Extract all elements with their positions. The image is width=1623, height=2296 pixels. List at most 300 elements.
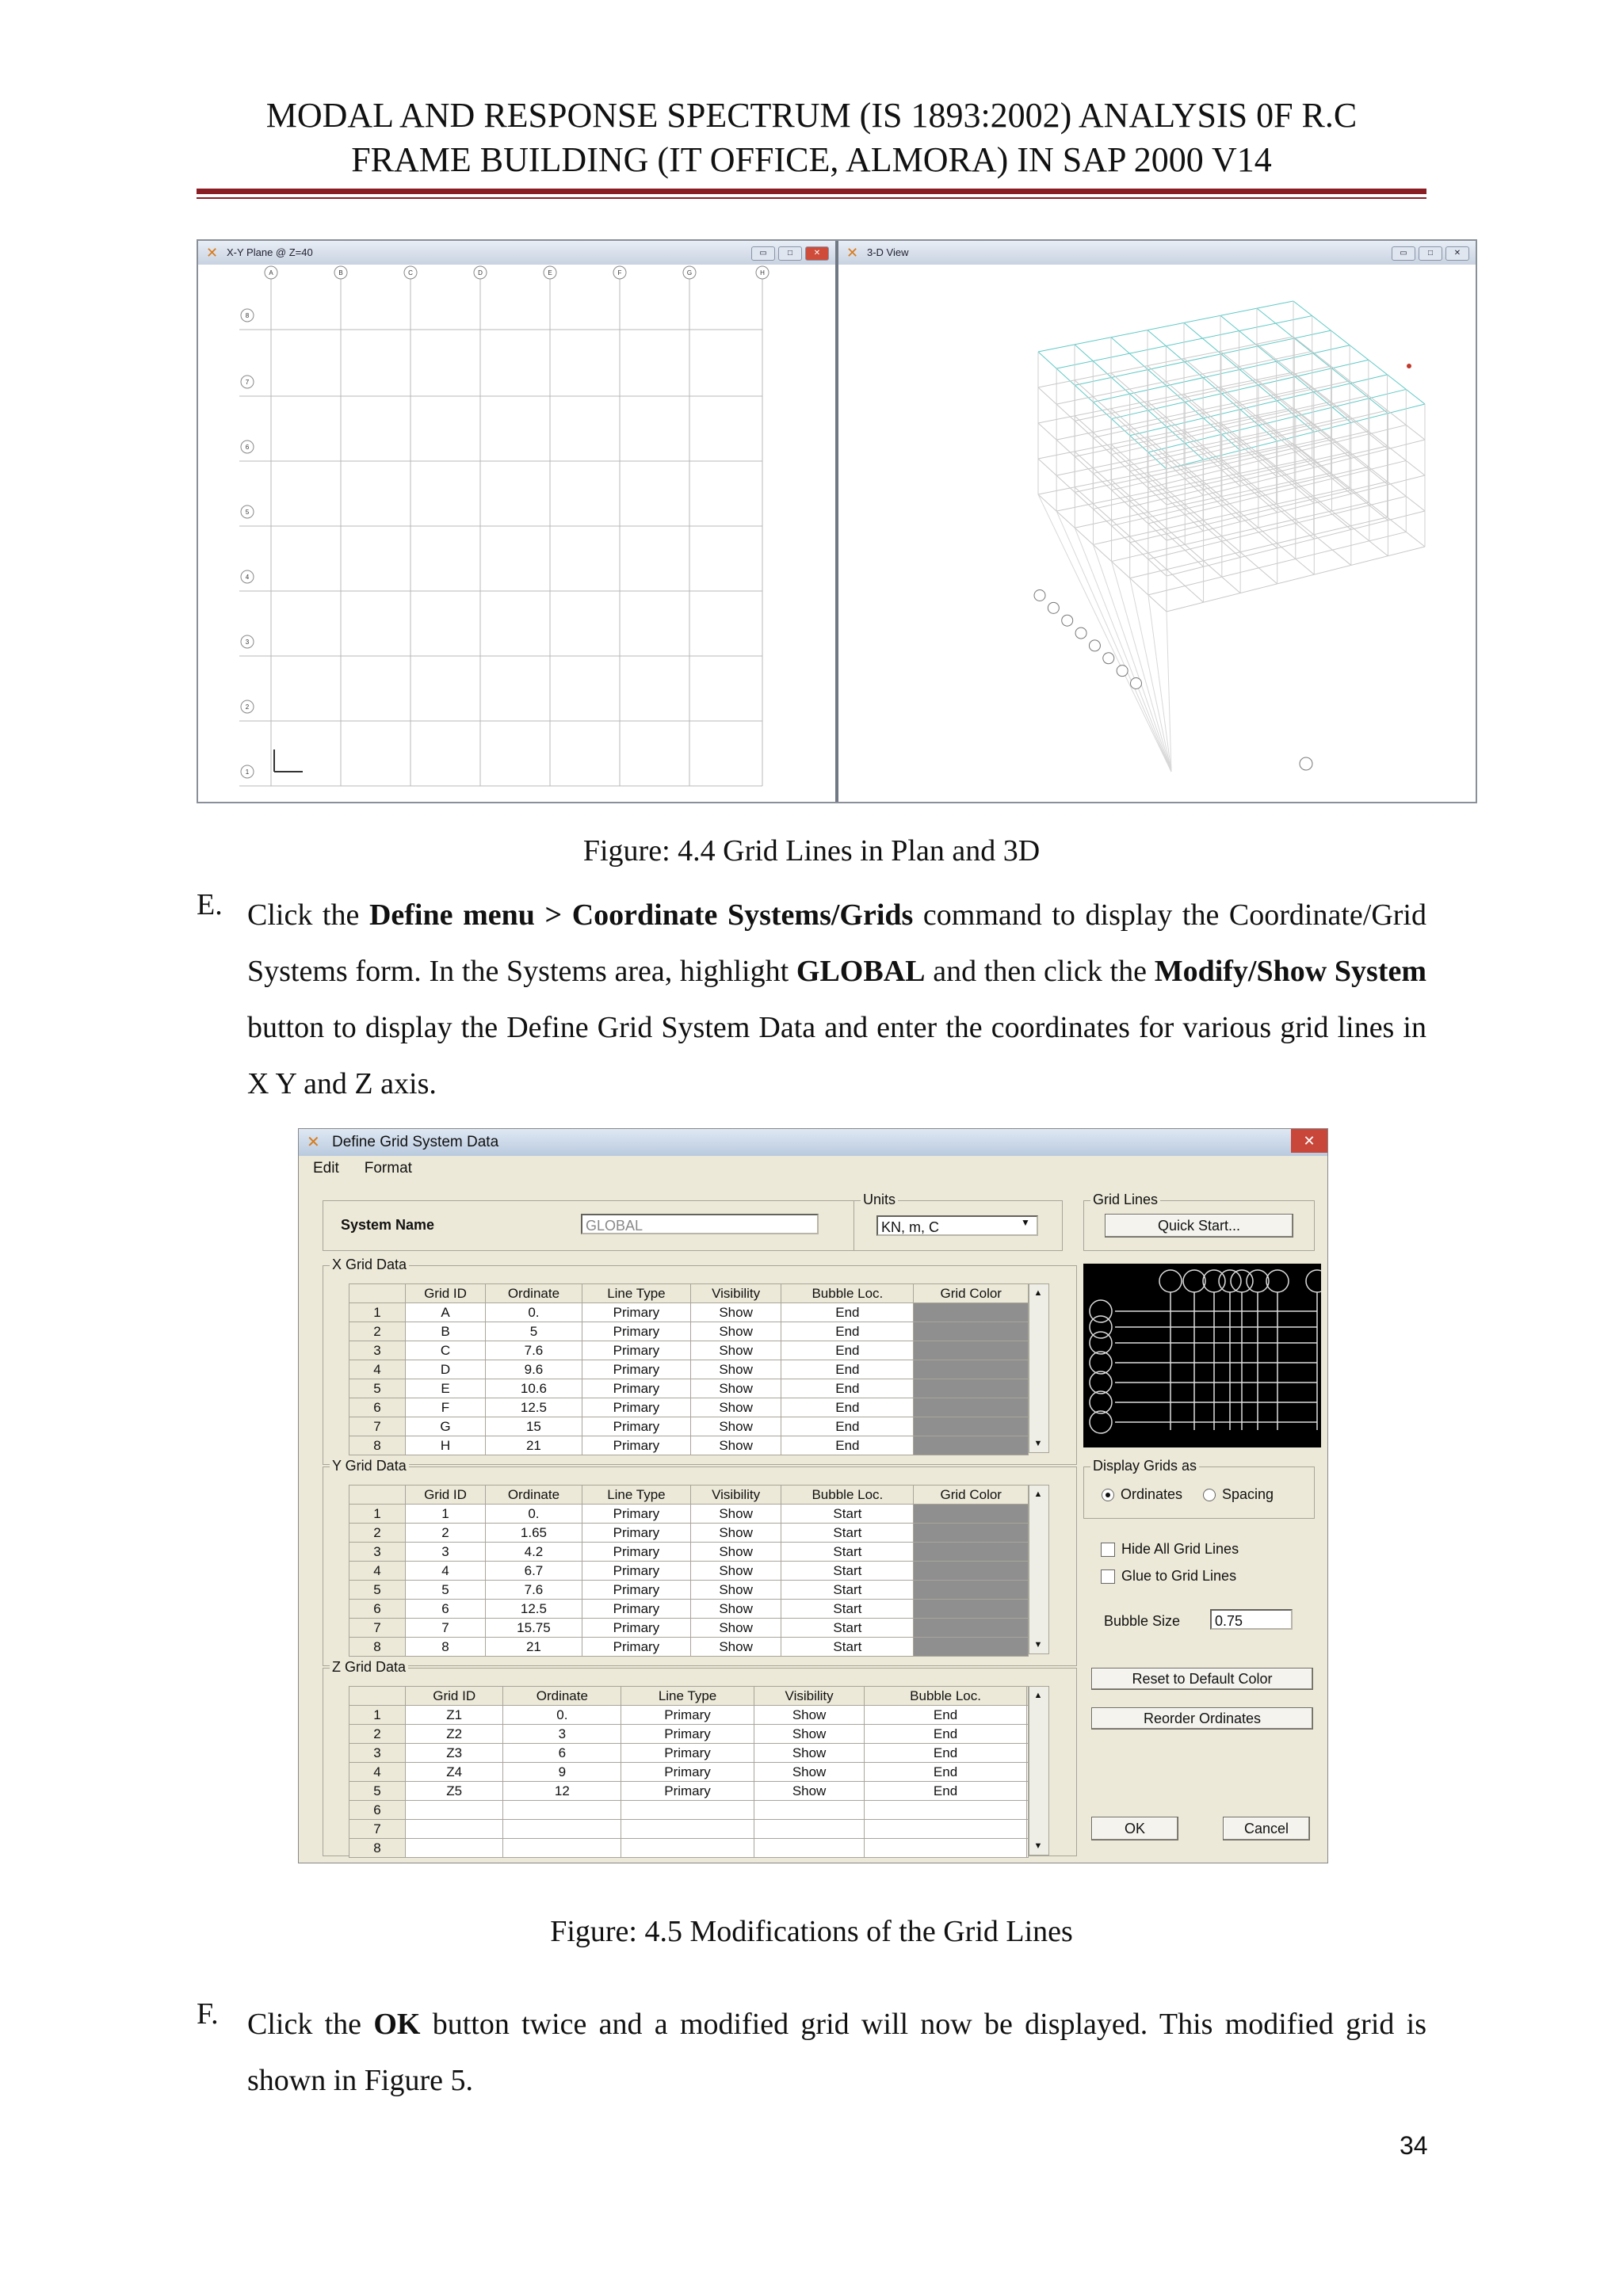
bubble-size-label: Bubble Size <box>1104 1613 1181 1629</box>
row-number: 5 <box>349 1782 406 1801</box>
plan-view-titlebar <box>198 241 835 265</box>
z-grid-scrollbar[interactable] <box>1029 1686 1049 1855</box>
table-cell[interactable]: 7 <box>406 1619 486 1638</box>
table-cell[interactable]: End <box>781 1436 914 1455</box>
table-cell[interactable]: Primary <box>582 1341 690 1360</box>
figure-4-5-caption: Figure: 4.5 Modifications of the Grid Lines <box>550 1915 1073 1948</box>
table-row[interactable] <box>349 1839 1029 1858</box>
table-cell[interactable]: Show <box>754 1763 865 1782</box>
table-cell[interactable]: Show <box>690 1303 781 1322</box>
table-cell[interactable]: Show <box>690 1600 781 1619</box>
frame-beam <box>1056 459 1312 512</box>
reset-color-button[interactable]: Reset to Default Color <box>1091 1668 1313 1690</box>
grid-bubble-label: A <box>269 269 273 277</box>
grid-bubble <box>1075 627 1086 639</box>
table-cell[interactable]: Primary <box>582 1562 690 1581</box>
dialog-menubar <box>299 1156 1327 1181</box>
table-cell[interactable]: Primary <box>582 1417 690 1436</box>
table-cell[interactable]: 5 <box>406 1581 486 1600</box>
column-header: Visibility <box>690 1284 781 1303</box>
grid-bubble-label: 4 <box>245 574 250 581</box>
step-f-bold-1: OK <box>373 2008 421 2041</box>
table-cell[interactable]: End <box>865 1706 1026 1725</box>
table-cell[interactable] <box>865 1839 1026 1858</box>
table-cell[interactable]: Primary <box>582 1303 690 1322</box>
table-cell[interactable]: Primary <box>582 1360 690 1379</box>
column-header: Visibility <box>754 1687 865 1706</box>
grid-bubble-label: 7 <box>245 379 250 386</box>
table-cell[interactable]: D <box>406 1360 486 1379</box>
table-cell[interactable]: Primary <box>582 1505 690 1524</box>
table-row[interactable] <box>349 1341 1029 1360</box>
table-cell[interactable] <box>754 1839 865 1858</box>
grid-color-cell[interactable] <box>914 1417 1029 1436</box>
table-cell[interactable]: Start <box>781 1562 914 1581</box>
table-row[interactable] <box>349 1725 1029 1744</box>
column-header: Ordinate <box>485 1284 582 1303</box>
table-cell[interactable]: End <box>781 1322 914 1341</box>
system-name-group <box>323 1200 887 1251</box>
3d-frame-drawing <box>838 265 1476 800</box>
chevron-up-icon[interactable]: ▲ <box>1033 1691 1043 1700</box>
table-cell[interactable]: 15 <box>485 1417 582 1436</box>
quick-start-button[interactable]: Quick Start... <box>1105 1214 1293 1238</box>
table-cell[interactable]: Primary <box>582 1581 690 1600</box>
glue-checkbox[interactable] <box>1101 1568 1236 1585</box>
grid-bubble-label: B <box>338 269 343 277</box>
table-cell[interactable] <box>621 1839 754 1858</box>
table-cell[interactable]: Primary <box>621 1782 754 1801</box>
column-header: Bubble Loc. <box>865 1687 1026 1706</box>
table-cell[interactable]: End <box>865 1725 1026 1744</box>
table-cell[interactable]: 8 <box>406 1638 486 1657</box>
table-cell[interactable]: 7.6 <box>485 1581 582 1600</box>
table-row[interactable] <box>349 1619 1029 1638</box>
system-name-field[interactable]: GLOBAL <box>581 1214 819 1234</box>
table-cell[interactable] <box>754 1820 865 1839</box>
row-number: 5 <box>349 1379 406 1398</box>
radio-icon[interactable] <box>1203 1489 1216 1501</box>
table-row[interactable] <box>349 1398 1029 1417</box>
table-cell[interactable]: F <box>406 1398 486 1417</box>
define-grid-dialog <box>298 1128 1328 1863</box>
table-cell[interactable]: 0. <box>503 1706 621 1725</box>
table-row[interactable] <box>349 1763 1029 1782</box>
maximize-icon[interactable]: □ <box>1419 246 1442 261</box>
minimize-icon[interactable]: ▭ <box>1392 246 1415 261</box>
table-cell[interactable]: 1 <box>406 1505 486 1524</box>
table-cell[interactable]: Start <box>781 1600 914 1619</box>
table-cell[interactable]: 21 <box>485 1436 582 1455</box>
table-cell[interactable]: H <box>406 1436 486 1455</box>
perspective-line <box>1167 612 1171 772</box>
grid-bubble <box>1048 602 1059 613</box>
column-header: Ordinate <box>485 1486 582 1505</box>
ok-button[interactable]: OK <box>1091 1817 1178 1840</box>
radio-selected-icon[interactable] <box>1102 1489 1114 1501</box>
table-cell[interactable] <box>754 1801 865 1820</box>
table-cell[interactable]: 0. <box>485 1303 582 1322</box>
y-grid-group <box>323 1458 1077 1666</box>
table-cell[interactable]: G <box>406 1417 486 1436</box>
table-cell[interactable]: Primary <box>621 1725 754 1744</box>
table-cell[interactable]: End <box>865 1744 1026 1763</box>
grid-bubble-label: 8 <box>245 312 250 319</box>
table-row[interactable] <box>349 1638 1029 1657</box>
table-cell[interactable]: End <box>865 1763 1026 1782</box>
units-select[interactable]: KN, m, C <box>876 1215 1038 1236</box>
table-cell[interactable]: Show <box>690 1379 781 1398</box>
table-cell[interactable]: Show <box>754 1744 865 1763</box>
table-row[interactable] <box>349 1706 1029 1725</box>
column-header: Grid ID <box>406 1284 486 1303</box>
grid-lines-label: Grid Lines <box>1090 1192 1160 1208</box>
z-grid-group <box>323 1659 1077 1856</box>
table-cell[interactable]: 2 <box>406 1524 486 1543</box>
x-grid-scrollbar[interactable] <box>1029 1283 1049 1453</box>
grid-color-cell[interactable] <box>914 1638 1029 1657</box>
table-cell[interactable] <box>406 1839 503 1858</box>
table-cell[interactable]: Primary <box>582 1619 690 1638</box>
spacing-radio[interactable] <box>1203 1486 1274 1503</box>
minimize-icon[interactable]: ▭ <box>751 246 775 261</box>
table-cell[interactable]: Start <box>781 1543 914 1562</box>
table-cell[interactable] <box>621 1820 754 1839</box>
ordinates-label: Ordinates <box>1121 1486 1183 1502</box>
table-cell[interactable]: B <box>406 1322 486 1341</box>
close-icon[interactable]: ✕ <box>1445 246 1469 261</box>
grid-bubble <box>1103 653 1114 664</box>
table-cell[interactable]: 4.2 <box>485 1543 582 1562</box>
row-number: 8 <box>349 1839 406 1858</box>
step-e-text-2: command to display the Coordinate/Grid Systems form. In the Systems area, highlight <box>247 898 1426 988</box>
dialog-titlebar <box>299 1129 1327 1156</box>
table-cell[interactable]: 1.65 <box>485 1524 582 1543</box>
table-cell[interactable]: Show <box>690 1417 781 1436</box>
table-cell[interactable]: 6 <box>503 1744 621 1763</box>
column-header: Grid ID <box>406 1486 486 1505</box>
menu-format[interactable]: Format <box>364 1160 412 1177</box>
table-cell[interactable]: End <box>781 1303 914 1322</box>
step-f-text-2: button twice and a modified grid will now be displayed. This modified grid is shown in Figure 5. <box>247 2008 1426 2097</box>
row-number: 8 <box>349 1638 406 1657</box>
table-row[interactable] <box>349 1505 1029 1524</box>
table-row[interactable] <box>349 1581 1029 1600</box>
table-cell[interactable]: Show <box>690 1322 781 1341</box>
figure-4-4-caption: Figure: 4.4 Grid Lines in Plan and 3D <box>582 834 1041 868</box>
table-cell[interactable]: 0. <box>485 1505 582 1524</box>
page-number: 34 <box>1400 2131 1428 2160</box>
grid-bubble-label: 1 <box>245 769 250 776</box>
table-cell[interactable]: Primary <box>621 1744 754 1763</box>
table-cell[interactable]: Primary <box>621 1706 754 1725</box>
table-cell[interactable]: Show <box>690 1581 781 1600</box>
grid-color-cell[interactable] <box>914 1341 1029 1360</box>
grid-color-cell[interactable] <box>914 1303 1029 1322</box>
grid-color-cell[interactable] <box>914 1543 1029 1562</box>
table-cell[interactable]: 9.6 <box>485 1360 582 1379</box>
table-cell[interactable]: End <box>781 1398 914 1417</box>
table-cell[interactable]: C <box>406 1341 486 1360</box>
grid-color-cell[interactable] <box>914 1436 1029 1455</box>
chevron-down-icon[interactable]: ▼ <box>1033 1439 1043 1448</box>
table-cell[interactable]: Show <box>690 1562 781 1581</box>
row-number: 1 <box>349 1303 406 1322</box>
display-grids-label: Display Grids as <box>1090 1458 1199 1474</box>
perspective-line <box>1075 528 1171 772</box>
table-cell[interactable] <box>406 1801 503 1820</box>
table-cell[interactable]: Primary <box>582 1524 690 1543</box>
3d-view-title: 3-D View <box>867 246 909 258</box>
x-grid-table[interactable] <box>349 1283 1029 1455</box>
table-cell[interactable]: Show <box>690 1638 781 1657</box>
table-cell[interactable]: Start <box>781 1638 914 1657</box>
checkbox-icon[interactable] <box>1101 1569 1115 1584</box>
cancel-button[interactable]: Cancel <box>1223 1817 1310 1840</box>
units-group <box>854 1192 1063 1251</box>
row-number: 7 <box>349 1417 406 1436</box>
y-grid-label: Y Grid Data <box>330 1458 409 1474</box>
table-row[interactable] <box>349 1436 1029 1455</box>
grid-bubble-label: D <box>478 269 483 277</box>
table-cell[interactable]: Z3 <box>406 1744 503 1763</box>
table-cell[interactable]: Z5 <box>406 1782 503 1801</box>
table-cell[interactable] <box>865 1820 1026 1839</box>
row-number: 3 <box>349 1744 406 1763</box>
grid-color-cell[interactable] <box>914 1398 1029 1417</box>
grid-color-cell[interactable] <box>914 1322 1029 1341</box>
row-number: 7 <box>349 1619 406 1638</box>
hide-all-label: Hide All Grid Lines <box>1121 1541 1239 1557</box>
table-row[interactable] <box>349 1782 1029 1801</box>
step-e-text-3: and then click the <box>925 955 1155 988</box>
figure-grid-plan-3d <box>197 239 1477 803</box>
column-header: Visibility <box>690 1486 781 1505</box>
table-cell[interactable]: End <box>781 1379 914 1398</box>
row-number: 2 <box>349 1524 406 1543</box>
plan-view-title: X-Y Plane @ Z=40 <box>227 246 313 258</box>
table-cell[interactable]: 21 <box>485 1638 582 1657</box>
table-cell[interactable] <box>406 1820 503 1839</box>
table-row[interactable] <box>349 1801 1029 1820</box>
grid-color-cell[interactable] <box>914 1524 1029 1543</box>
grid-preview-image <box>1083 1264 1321 1447</box>
table-cell[interactable]: Primary <box>582 1398 690 1417</box>
table-cell[interactable]: End <box>865 1782 1026 1801</box>
checkbox-icon[interactable] <box>1101 1543 1115 1557</box>
table-cell[interactable]: Show <box>690 1398 781 1417</box>
table-cell[interactable]: 3 <box>503 1725 621 1744</box>
table-cell[interactable]: End <box>781 1341 914 1360</box>
close-icon[interactable]: ✕ <box>1291 1129 1327 1153</box>
y-grid-table[interactable] <box>349 1485 1029 1657</box>
table-cell[interactable]: 4 <box>406 1562 486 1581</box>
table-cell[interactable]: Primary <box>582 1379 690 1398</box>
table-cell[interactable]: End <box>781 1417 914 1436</box>
row-number-header <box>349 1687 406 1706</box>
grid-bubble <box>1089 640 1100 651</box>
column-header: Grid ID <box>406 1687 503 1706</box>
table-row[interactable] <box>349 1543 1029 1562</box>
row-number: 4 <box>349 1763 406 1782</box>
grid-bubble <box>1300 757 1312 770</box>
table-cell[interactable]: Show <box>690 1505 781 1524</box>
step-e-paragraph <box>247 887 1426 1112</box>
table-cell[interactable]: Show <box>690 1436 781 1455</box>
glue-label: Glue to Grid Lines <box>1121 1568 1237 1584</box>
table-cell[interactable]: 15.75 <box>485 1619 582 1638</box>
grid-bubble-label: 6 <box>245 444 250 451</box>
grid-color-cell[interactable] <box>914 1581 1029 1600</box>
grid-color-cell[interactable] <box>914 1562 1029 1581</box>
chevron-up-icon[interactable]: ▲ <box>1033 1288 1043 1298</box>
table-cell[interactable] <box>503 1820 621 1839</box>
table-row[interactable] <box>349 1379 1029 1398</box>
step-e-bold-1: Define menu > Coordinate Systems/Grids <box>369 898 914 932</box>
grid-color-cell[interactable] <box>914 1600 1029 1619</box>
row-number-header <box>349 1284 406 1303</box>
grid-color-cell[interactable] <box>914 1619 1029 1638</box>
row-number: 4 <box>349 1562 406 1581</box>
step-f-paragraph <box>247 1997 1426 2109</box>
row-number: 7 <box>349 1820 406 1839</box>
table-cell[interactable]: Primary <box>582 1638 690 1657</box>
table-cell[interactable]: Start <box>781 1581 914 1600</box>
table-cell[interactable]: Z1 <box>406 1706 503 1725</box>
table-cell[interactable]: 6 <box>406 1600 486 1619</box>
row-number: 6 <box>349 1398 406 1417</box>
table-cell[interactable]: Z4 <box>406 1763 503 1782</box>
table-cell[interactable]: Show <box>690 1524 781 1543</box>
table-cell[interactable]: 3 <box>406 1543 486 1562</box>
3d-view-window <box>838 241 1476 802</box>
table-cell[interactable]: 6.7 <box>485 1562 582 1581</box>
table-row[interactable] <box>349 1322 1029 1341</box>
chevron-up-icon[interactable]: ▲ <box>1033 1489 1043 1499</box>
table-cell[interactable] <box>621 1801 754 1820</box>
table-row[interactable] <box>349 1600 1029 1619</box>
table-row[interactable] <box>349 1360 1029 1379</box>
table-cell[interactable]: 7.6 <box>485 1341 582 1360</box>
plan-view-window <box>198 241 838 802</box>
table-cell[interactable]: Start <box>781 1619 914 1638</box>
table-row[interactable] <box>349 1303 1029 1322</box>
preview-background <box>1083 1264 1321 1447</box>
chevron-down-icon[interactable]: ▼ <box>1033 1640 1043 1650</box>
grid-bubble-label: C <box>408 269 413 277</box>
table-cell[interactable]: End <box>781 1360 914 1379</box>
menu-edit[interactable]: Edit <box>313 1160 339 1177</box>
column-header: Bubble Loc. <box>781 1486 914 1505</box>
grid-bubble-label: 5 <box>245 509 250 516</box>
column-header: Grid Color <box>914 1284 1029 1303</box>
chevron-down-icon[interactable]: ▼ <box>1021 1217 1030 1228</box>
grid-bubble <box>1117 666 1128 677</box>
table-cell[interactable]: 10.6 <box>485 1379 582 1398</box>
table-cell[interactable]: 9 <box>503 1763 621 1782</box>
bubble-size-field[interactable]: 0.75 <box>1210 1609 1293 1630</box>
sap-logo-icon: ✕ <box>846 245 859 261</box>
grid-bubble <box>1034 590 1045 601</box>
ordinates-radio[interactable] <box>1102 1486 1182 1503</box>
table-cell[interactable]: Primary <box>621 1763 754 1782</box>
table-cell[interactable]: Primary <box>582 1543 690 1562</box>
table-cell[interactable] <box>865 1801 1026 1820</box>
table-cell[interactable]: Start <box>781 1524 914 1543</box>
row-number: 8 <box>349 1436 406 1455</box>
units-label: Units <box>861 1192 898 1208</box>
table-row[interactable] <box>349 1744 1029 1763</box>
chevron-down-icon[interactable]: ▼ <box>1033 1841 1043 1851</box>
hide-all-checkbox[interactable] <box>1101 1541 1239 1558</box>
table-cell[interactable]: 12.5 <box>485 1600 582 1619</box>
table-row[interactable] <box>349 1524 1029 1543</box>
table-cell[interactable]: Z2 <box>406 1725 503 1744</box>
grid-color-cell[interactable] <box>914 1379 1029 1398</box>
step-e-bold-3: Modify/Show System <box>1154 955 1427 988</box>
origin-marker <box>1407 364 1411 368</box>
row-number: 2 <box>349 1725 406 1744</box>
table-cell[interactable]: Primary <box>582 1322 690 1341</box>
grid-lines-group <box>1083 1192 1315 1251</box>
perspective-line <box>1038 494 1171 772</box>
grid-bubble-label: F <box>617 269 622 277</box>
table-cell[interactable]: Show <box>754 1725 865 1744</box>
grid-bubble-label: 2 <box>245 704 250 711</box>
sap-logo-icon: ✕ <box>307 1134 320 1151</box>
sap-logo-icon: ✕ <box>206 245 219 261</box>
reorder-ordinates-button[interactable]: Reorder Ordinates <box>1091 1707 1313 1730</box>
step-f-text-1: Click the <box>247 2008 374 2041</box>
table-cell[interactable]: 12.5 <box>485 1398 582 1417</box>
table-row[interactable] <box>349 1562 1029 1581</box>
table-cell[interactable]: Primary <box>582 1600 690 1619</box>
table-cell[interactable]: Show <box>754 1706 865 1725</box>
table-cell[interactable]: Show <box>690 1360 781 1379</box>
grid-color-cell[interactable] <box>914 1360 1029 1379</box>
table-cell[interactable]: Show <box>690 1619 781 1638</box>
table-cell[interactable]: Show <box>690 1543 781 1562</box>
row-number: 1 <box>349 1706 406 1725</box>
dialog-title: Define Grid System Data <box>332 1134 499 1150</box>
3d-view-titlebar <box>838 241 1476 265</box>
grid-color-cell[interactable] <box>914 1505 1029 1524</box>
grid-bubble-label: G <box>686 269 693 277</box>
table-cell[interactable]: 12 <box>503 1782 621 1801</box>
table-row[interactable] <box>349 1417 1029 1436</box>
table-cell[interactable]: 5 <box>485 1322 582 1341</box>
close-icon[interactable]: ✕ <box>805 246 829 261</box>
table-cell[interactable] <box>503 1839 621 1858</box>
table-cell[interactable]: Show <box>754 1782 865 1801</box>
table-row[interactable] <box>349 1820 1029 1839</box>
z-grid-table[interactable] <box>349 1686 1029 1858</box>
x-grid-group <box>323 1257 1077 1465</box>
step-e-bold-2: GLOBAL <box>796 955 926 988</box>
table-cell[interactable]: Primary <box>582 1436 690 1455</box>
table-cell[interactable]: A <box>406 1303 486 1322</box>
step-e-text-4: button to display the Define Grid System Data and enter the coordinates for various grid lines in X Y and Z axis. <box>247 1011 1426 1100</box>
system-name-label: System Name <box>341 1217 435 1233</box>
table-cell[interactable]: E <box>406 1379 486 1398</box>
y-grid-scrollbar[interactable] <box>1029 1485 1049 1654</box>
row-number: 3 <box>349 1341 406 1360</box>
table-cell[interactable] <box>503 1801 621 1820</box>
table-cell[interactable]: Show <box>690 1341 781 1360</box>
table-cell[interactable]: Start <box>781 1505 914 1524</box>
display-grids-group <box>1083 1458 1315 1519</box>
maximize-icon[interactable]: □ <box>778 246 802 261</box>
